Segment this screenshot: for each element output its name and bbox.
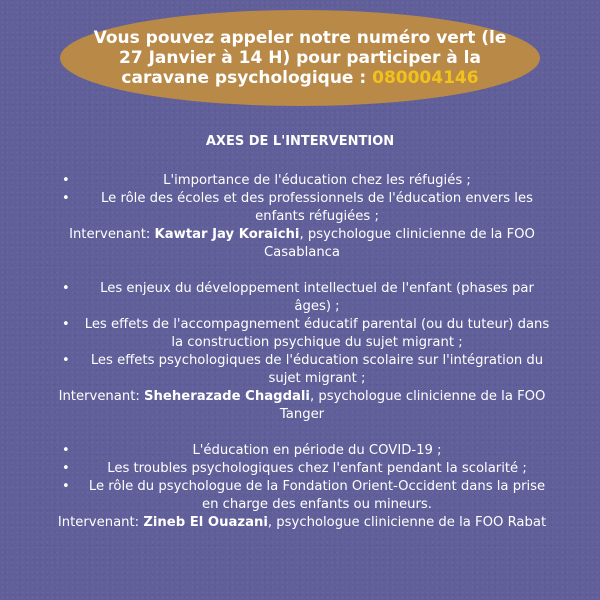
topic-list-1 xyxy=(48,172,556,226)
list-item-text: L'importance de l'éducation chez les réfugiés ; xyxy=(163,173,471,188)
speaker-line xyxy=(48,388,556,424)
speaker-role: , psychologue clinicienne de la FOO Tanger xyxy=(279,389,546,422)
list-item xyxy=(48,172,556,190)
list-item xyxy=(48,190,556,226)
bullet-icon: • xyxy=(62,443,70,458)
topic-list-3 xyxy=(48,442,556,514)
speaker-name: Zineb El Ouazani xyxy=(143,515,268,530)
list-item-text: Le rôle des écoles et des professionnels de l'éducation envers les enfants réfugiées ; xyxy=(101,191,533,224)
list-item-text: Le rôle du psychologue de la Fondation Orient-Occident dans la prise en charge des enfants ou mineurs. xyxy=(88,479,546,512)
bullet-icon: • xyxy=(62,479,70,494)
section-3 xyxy=(48,442,556,532)
speaker-role: , psychologue clinicienne de la FOO Casablanca xyxy=(263,227,535,260)
list-item-text: L'éducation en période du COVID-19 ; xyxy=(192,443,442,458)
section-title: AXES DE L'INTERVENTION xyxy=(205,134,395,149)
list-item xyxy=(48,460,556,478)
list-item xyxy=(48,352,556,388)
speaker-prefix: Intervenant: xyxy=(57,515,144,530)
speaker-prefix: Intervenant: xyxy=(58,389,145,404)
bullet-icon: • xyxy=(62,317,70,332)
list-item-text: Les troubles psychologiques chez l'enfant pendant la scolarité ; xyxy=(107,461,527,476)
bullet-icon: • xyxy=(62,173,70,188)
bullet-icon: • xyxy=(62,191,70,206)
topic-list-2 xyxy=(48,280,556,388)
speaker-role: , psychologue clinicienne de la FOO Rabat xyxy=(267,515,547,530)
banner-message: Vous pouvez appeler notre numéro vert (le 27 Janvier à 14 H) pour participer à la caravane psychologique : xyxy=(93,28,507,88)
phone-number[interactable]: 080004146 xyxy=(372,68,479,88)
section-2 xyxy=(48,280,556,424)
speaker-line xyxy=(48,514,556,532)
bullet-icon: • xyxy=(62,281,70,296)
call-banner xyxy=(60,10,540,106)
list-item xyxy=(48,316,556,352)
list-item xyxy=(48,280,556,316)
speaker-prefix: Intervenant: xyxy=(69,227,155,242)
speaker-name: Kawtar Jay Koraichi xyxy=(154,227,300,242)
speaker-line xyxy=(48,226,556,262)
section-1 xyxy=(48,172,556,262)
list-item-text: Les enjeux du développement intellectuel de l'enfant (phases par âges) ; xyxy=(100,281,534,314)
intervention-list xyxy=(48,172,556,550)
speaker-name: Sheherazade Chagdali xyxy=(144,389,310,404)
list-item xyxy=(48,442,556,460)
list-item-text: Les effets psychologiques de l'éducation scolaire sur l'intégration du sujet migrant ; xyxy=(90,353,544,386)
bullet-icon: • xyxy=(62,461,70,476)
bullet-icon: • xyxy=(62,353,70,368)
banner-text xyxy=(85,28,515,88)
list-item-text: Les effets de l'accompagnement éducatif parental (ou du tuteur) dans la construction psychique du sujet migrant ; xyxy=(84,317,550,350)
list-item xyxy=(48,478,556,514)
